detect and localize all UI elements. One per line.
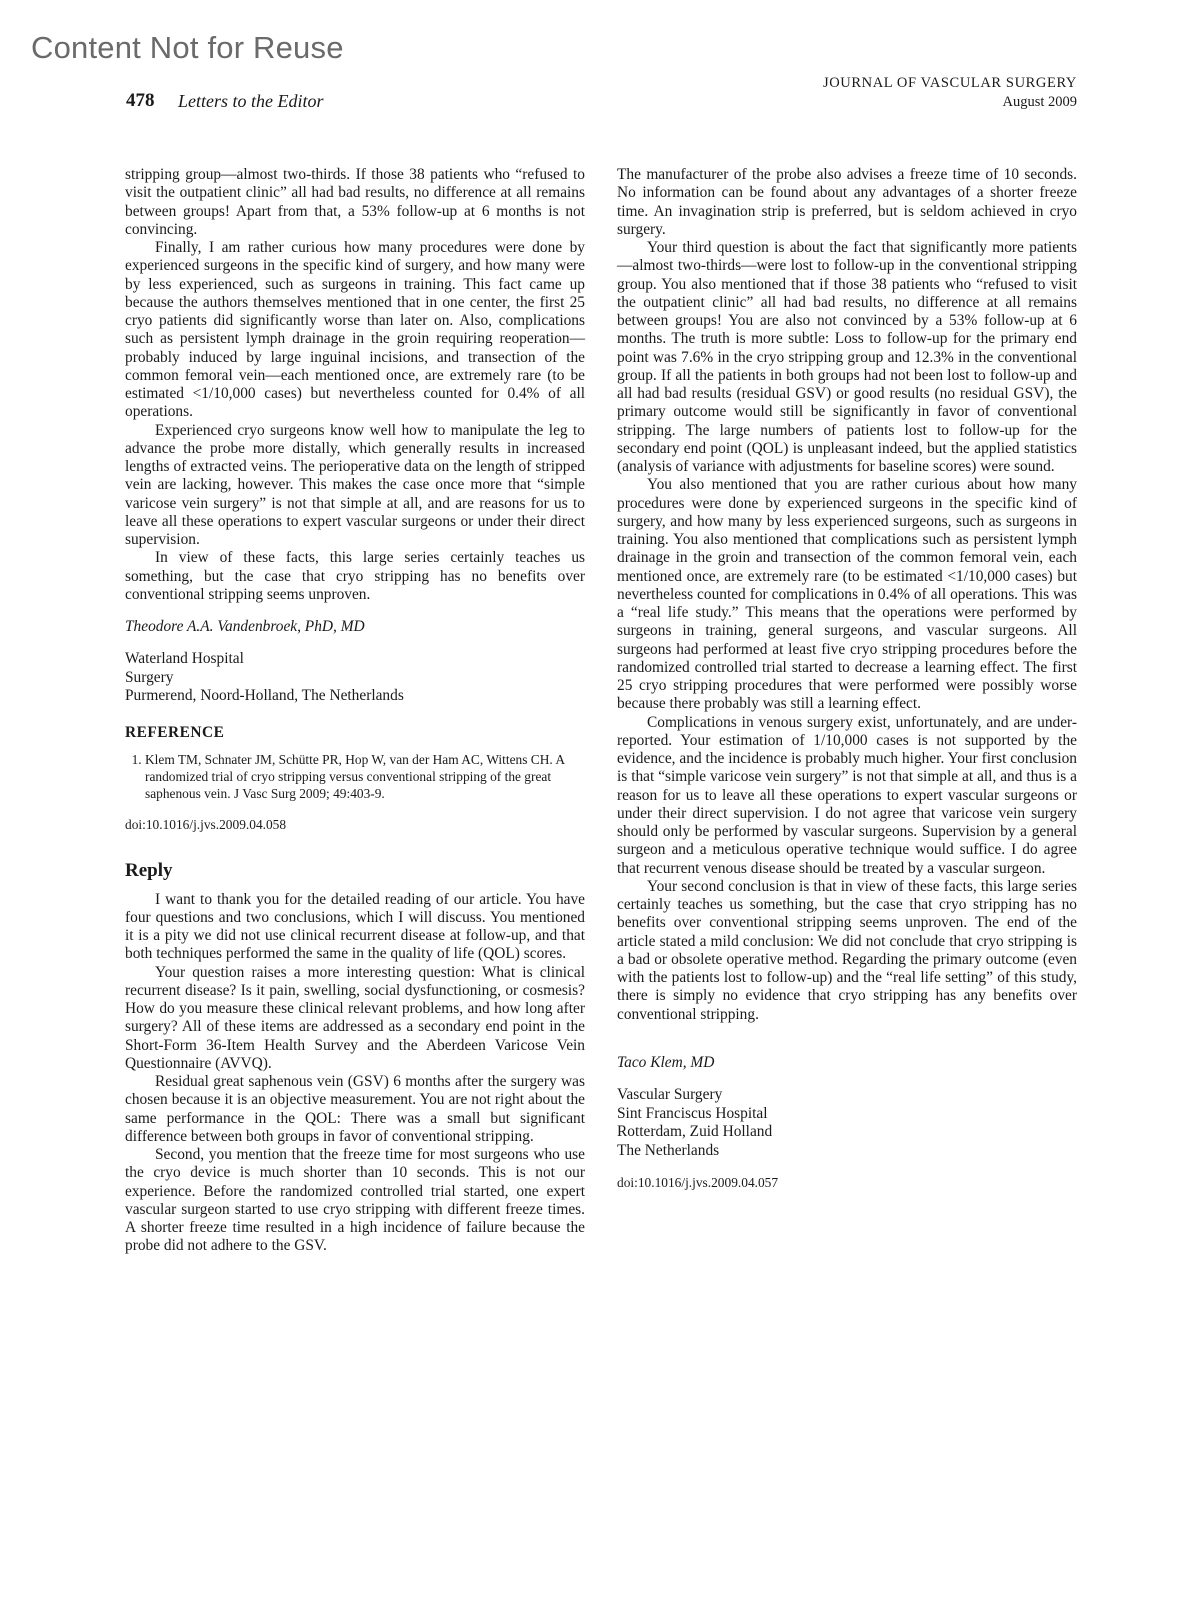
reply-paragraph: The manufacturer of the probe also advises a freeze time of 10 seconds. No information can be found about any advantages of a shorter freeze time. An invagination strip is preferred, but is seldom achieved in cryo surgery. (617, 166, 1077, 238)
letter-doi: doi:10.1016/j.jvs.2009.04.058 (125, 817, 287, 832)
reference-item: 1. Klem TM, Schnater JM, Schütte PR, Hop W, van der Ham AC, Wittens CH. A randomized trial of cryo stripping versus conventional stripping of the great saphenous vein. J Vasc Surg 2009; 49:403-9. (145, 751, 585, 802)
reply-affiliation (617, 1086, 1077, 1160)
reply-paragraph: I want to thank you for the detailed reading of our article. You have four questions and two conclusions, which I will discuss. You mentioned it is a pity we did not use clinical recurrent disease at follow-up, and that both techniques performed the same in the quality of life (QOL) scores. (125, 890, 585, 963)
affiliation-line: Surgery (125, 668, 174, 686)
issue-date: August 2009 (1002, 94, 1077, 110)
reply-paragraph: Second, you mention that the freeze time for most surgeons who use the cryo device is much shorter than 10 seconds. This is not our experience. Before the randomized controlled trial started, one expert vascular surgeon started to use cryo stripping with different freeze times. A shorter freeze time resulted in a high incidence of failure because the probe did not adhere to the GSV. (125, 1146, 585, 1255)
affiliation-line: Rotterdam, Zuid Holland (617, 1123, 773, 1140)
reference-heading: REFERENCE (125, 723, 225, 741)
letter-paragraph: stripping group—almost two-thirds. If those 38 patients who “refused to visit the outpatient clinic” all had bad results, no difference at all remains between groups! Apart from that, a 53% follow-up at 6 months is not convincing. (125, 166, 585, 238)
watermark: Content Not for Reuse (31, 30, 344, 65)
right-column (617, 166, 1077, 1192)
letter-paragraph: In view of these facts, this large series certainly teaches us something, but the case that cryo stripping has no benefits over conventional stripping seems unproven. (125, 549, 585, 603)
journal-name: JOURNAL OF VASCULAR SURGERY (822, 75, 1077, 91)
reply-paragraph: You also mentioned that you are rather curious about how many procedures were done by experienced surgeons in the specific kind of surgery, and how many by less experienced surgeons, such as surgeons in training. You also mentioned that complications such as persistent lymph drainage in the groin and transection of the common femoral vein, each mentioned once, are extremely rare (to be estimated <1/10,000 cases) but nevertheless counted for complications in 0.4% of all operations. This was a “real life study.” This means that the operations were performed by surgeons in training, general surgeons, and vascular surgeons. All surgeons had performed at least five cryo stripping procedures before the randomized controlled trial started to decrease a learning effect. The first 25 cryo stripping procedures that were performed were possibly worse because there probably was still a learning effect. (617, 476, 1077, 713)
reference-list (125, 751, 585, 802)
letter-paragraph: Experienced cryo surgeons know well how to manipulate the leg to advance the probe more distally, which generally results in increased lengths of extracted veins. The perioperative data on the length of stripped vein are lacking, however. This makes the case once more that “simple varicose vein surgery” is not that simple at all, and are reasons for us to leave all these operations to expert vascular surgeons or under their direct supervision. (125, 421, 585, 548)
affiliation-line: Sint Franciscus Hospital (617, 1104, 768, 1122)
reply-paragraph: Residual great saphenous vein (GSV) 6 months after the surgery was chosen because it is an objective measurement. You are not right about the same performance in the QOL: There was a small but significant difference between both groups in favor of conventional stripping. (125, 1073, 585, 1145)
running-head: Letters to the Editor (178, 91, 324, 111)
reply-author: Taco Klem, MD (617, 1053, 715, 1071)
affiliation-line: Vascular Surgery (617, 1086, 723, 1103)
reply-paragraph: Your second conclusion is that in view of these facts, this large series certainly teaches us something, but the case that cryo stripping has no benefits over conventional stripping seems unproven. The end of the article stated a mild conclusion: We did not conclude that cryo stripping is a bad or obsolete operative method. Regarding the primary outcome (even with the patients lost to follow-up) and the “real life setting” of this study, there is simply no evidence that cryo stripping has any benefits over conventional stripping. (617, 877, 1077, 1023)
letter-affiliation (125, 650, 585, 706)
reply-paragraph: Your third question is about the fact that significantly more patients—almost two-thirds—were lost to follow-up in the conventional stripping group. You also mentioned that if those 38 patients who “refused to visit the outpatient clinic” all had bad results, no difference at all remains between groups! You are also not convinced by a 53% follow-up at 6 months. The truth is more subtle: Loss to follow-up for the primary end point was 7.6% in the cryo stripping group and 12.3% in the conventional group. If all the patients in both groups had not been lost to follow-up and all had bad results (residual GSV) or good results (no residual GSV), the primary outcome would still be significantly in favor of conventional stripping. The large numbers of patients lost to follow-up for the secondary end point (QOL) is unpleasant indeed, but the applied statistics (analysis of variance with adjustments for baseline scores) were sound. (617, 239, 1077, 475)
letter-author: Theodore A.A. Vandenbroek, PhD, MD (125, 618, 365, 635)
reply-paragraph: Your question raises a more interesting question: What is clinical recurrent disease? Is it pain, swelling, social dysfunctioning, or cosmesis? How do you measure these clinical relevant problems, and how long after surgery? All of these items are addressed as a secondary end point in the Short-Form 36-Item Health Survey and the Aberdeen Varicose Vein Questionnaire (AVVQ). (125, 963, 585, 1072)
journal-header (823, 74, 1077, 112)
affiliation-line: The Netherlands (617, 1141, 720, 1159)
affiliation-line: Purmerend, Noord-Holland, The Netherlands (125, 687, 404, 705)
reply-body-left (125, 891, 585, 1256)
reply-paragraph: Complications in venous surgery exist, unfortunately, and are under-reported. Your estimation of 1/10,000 cases is not supported by the evidence, and the incidence is probably much higher. Your first conclusion is that “simple varicose vein surgery” is not that simple at all, and thus is a reason for us to leave all these operations to expert vascular surgeons or under their direct supervision. I do not agree that varicose vein surgery should only be performed by vascular surgeons. Supervision by a general surgeon and a meticulous operative technique would suffice. I do agree that recurrent venous disease should be treated by a vascular surgeon. (617, 713, 1077, 877)
affiliation-line: Waterland Hospital (125, 650, 244, 668)
reply-heading: Reply (125, 860, 173, 882)
letter-paragraph: Finally, I am rather curious how many procedures were done by experienced surgeons in the specific kind of surgery, and how many were by less experienced, such as surgeons in training. This fact came up because the authors themselves mentioned that in one center, the first 25 cryo patients did significantly worse than later on. Also, complications such as persistent lymph drainage in the groin requiring reoperation—probably induced by large inguinal incisions, and transection of the common femoral vein—each mentioned once, are extremely rare (to be estimated <1/10,000 cases) but nevertheless counted for 0.4% of all operations. (125, 239, 585, 421)
page-number: 478 (126, 90, 155, 111)
reply-doi: doi:10.1016/j.jvs.2009.04.057 (617, 1175, 779, 1190)
left-column (125, 166, 585, 1256)
